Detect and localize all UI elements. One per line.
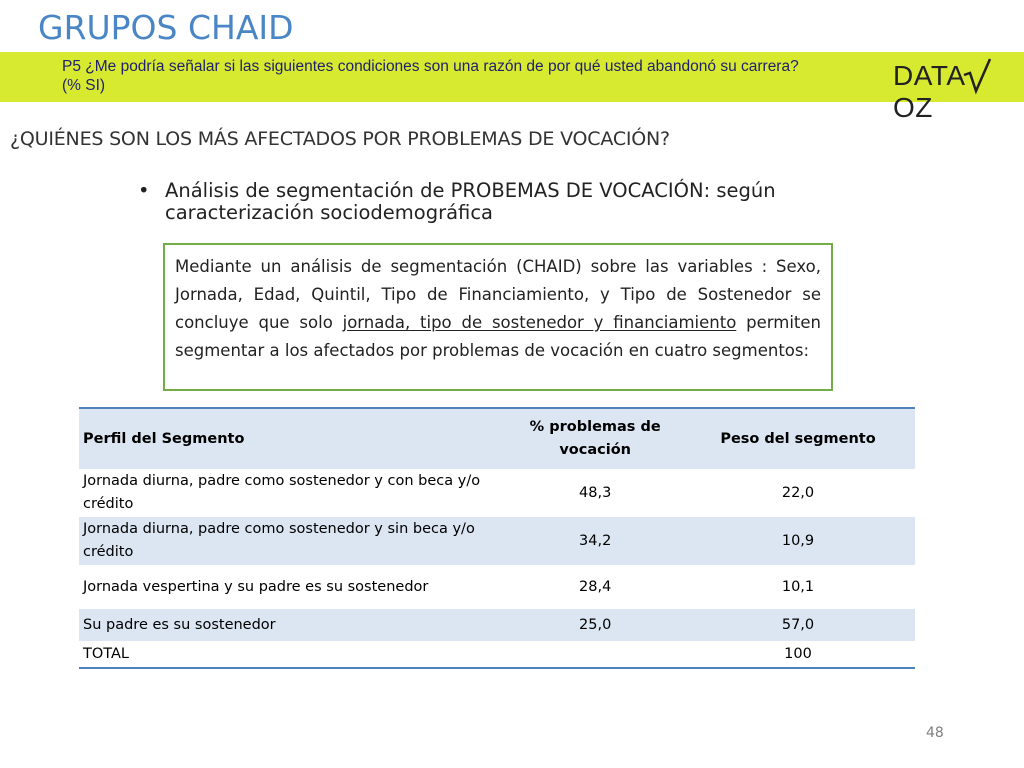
row-peso: 57,0 (681, 609, 915, 641)
question-text (62, 57, 862, 95)
row-pct: 25,0 (509, 609, 681, 641)
total-label: TOTAL (83, 645, 129, 662)
table-row (79, 609, 915, 641)
row-perfil: Su padre es su sostenedor (79, 609, 509, 641)
row-perfil: Jornada diurna, padre como sostenedor y con beca y/o crédito (83, 473, 481, 512)
summary-text-underlined: jornada, tipo de sostenedor y financiamiento (342, 313, 737, 332)
total-pct (509, 641, 681, 668)
header-perfil: Perfil del Segmento (79, 408, 509, 469)
datavoz-logo (893, 60, 1024, 123)
section-heading: ¿QUIÉNES SON LOS MÁS AFECTADOS POR PROBLEMAS DE VOCACIÓN? (10, 128, 670, 150)
checkmark-v-icon (966, 60, 988, 92)
row-peso: 22,0 (781, 485, 815, 501)
summary-box (163, 243, 833, 391)
table-total-row (79, 641, 915, 668)
header-peso: Peso del segmento (681, 408, 915, 469)
table-row (79, 469, 915, 517)
logo-left-text: DATA (893, 60, 966, 91)
question-line-2: (% SI) (62, 77, 106, 94)
table-row (79, 517, 915, 565)
table-row (79, 565, 915, 609)
table-header-row (79, 408, 915, 469)
summary-text-start: Mediante un análisis de segmentación (CHAID) sobre las variables : Sexo, Jornada, Edad, Quintil, Tipo de Financiamiento, y Tipo de Sostenedor se concluye que solo (175, 257, 821, 332)
bullet-marker: • (138, 179, 150, 202)
row-pct: 34,2 (509, 517, 681, 565)
row-pct: 28,4 (579, 578, 612, 595)
total-peso: 100 (784, 646, 812, 662)
bullet-item (138, 180, 838, 224)
row-perfil: Jornada vespertina y su padre es su sostenedor (83, 578, 429, 595)
question-line-1: P5 ¿Me podría señalar si las siguientes condiciones son una razón de por qué usted abandonó su carrera? (62, 58, 799, 75)
page-number: 48 (926, 725, 944, 741)
row-pct: 48,3 (579, 484, 612, 501)
row-perfil: Jornada diurna, padre como sostenedor y sin beca y/o crédito (79, 517, 509, 565)
logo-v-glyph (962, 57, 992, 95)
logo-right-text: OZ (893, 92, 933, 123)
row-peso: 10,1 (781, 579, 815, 595)
summary-text-end: permiten segmentar a los afectados por problemas de vocación en cuatro segmentos: (175, 313, 821, 360)
segment-table (79, 407, 915, 669)
bullet-text: Análisis de segmentación de PROBEMAS DE VOCACIÓN: según caracterización sociodemográfica (165, 179, 776, 224)
slide-title: GRUPOS CHAID (38, 8, 294, 47)
row-peso: 10,9 (681, 517, 915, 565)
header-pct: % problemas de vocación (509, 408, 681, 469)
